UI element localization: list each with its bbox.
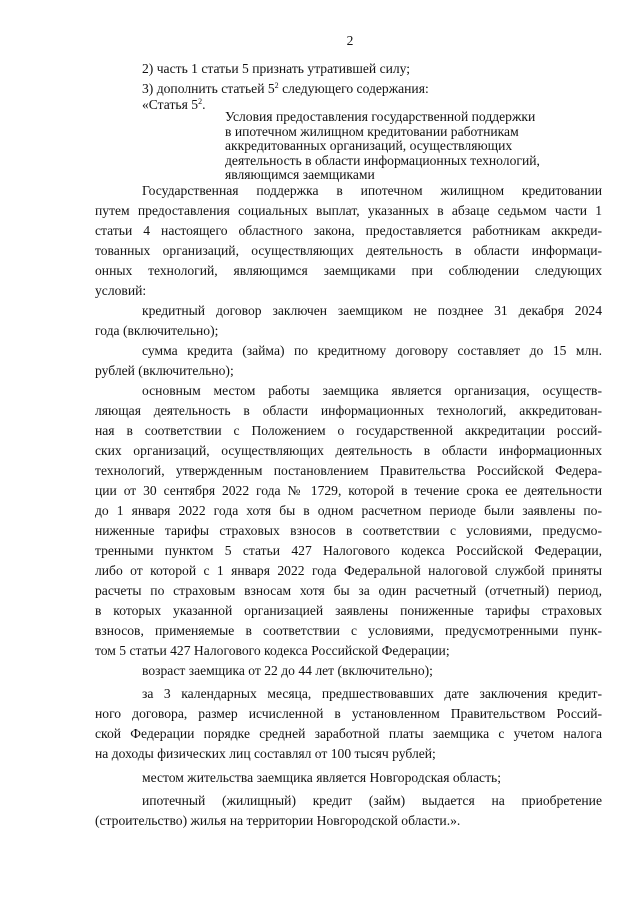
- body-line: условий:: [95, 283, 147, 298]
- body-line: расчеты по страховым взносам хотя бы за один расчетный (отчетный) период,: [95, 583, 602, 598]
- body-line: ской Федерации порядке средней заработной платы заемщика с учетом налога: [95, 726, 602, 741]
- body-line: до 1 января 2022 года хотя бы в одном расчетном периоде были заявлены по-: [95, 503, 602, 518]
- body-line: рублей (включительно);: [95, 363, 234, 378]
- body-line: (строительство) жилья на территории Новгородской области.».: [95, 813, 461, 828]
- body-line: взносов, применяемые в соответствии с условиями, предусмотренными пунк-: [95, 623, 602, 638]
- body-line: местом жительства заемщика является Новгородская область;: [142, 770, 501, 785]
- body-line: возраст заемщика от 22 до 44 лет (включительно);: [142, 663, 433, 678]
- body-line: тренными пунктом 5 статьи 427 Налогового кодекса Российской Федерации,: [95, 543, 602, 558]
- body-line: года (включительно);: [95, 323, 219, 338]
- page-number: 2: [346, 33, 354, 48]
- body-line: путем предоставления социальных выплат, указанных в абзаце седьмом части 1: [95, 203, 602, 218]
- body-line: технологий, утвержденным постановлением Правительства Российской Федера-: [95, 463, 602, 478]
- body-line: ниженные тарифы страховых взносов в соответствии с условиями, предусмо-: [95, 523, 602, 538]
- article-title-line: являющимся заемщиками: [225, 167, 375, 182]
- article-heading-prefix: «Статья $5^2$.: [142, 97, 206, 112]
- item-3: 3) дополнить статьей $5^2$ следующего содержания:: [142, 81, 429, 96]
- body-line: на доходы физических лиц составлял от 100 тысяч рублей;: [95, 746, 436, 761]
- article-title-line: деятельность в области информационных технологий,: [225, 152, 540, 168]
- body-line: либо от которой с 1 января 2022 года Федеральной налоговой службой приняты: [95, 563, 602, 578]
- body-line: ции от 30 сентября 2022 года № 1729, которой в течение срока ее деятельности: [95, 483, 602, 498]
- body-line: сумма кредита (займа) по кредитному договору составляет до 15 млн.: [142, 343, 602, 358]
- body-line: статьи 4 настоящего областного закона, предоставляется работникам аккреди-: [95, 223, 602, 238]
- body-line: кредитный договор заключен заемщиком не позднее 31 декабря 2024: [142, 303, 602, 318]
- item-2: 2) часть 1 статьи 5 признать утратившей силу;: [142, 61, 411, 76]
- body-line: основным местом работы заемщика является организация, осуществ-: [142, 383, 602, 398]
- body-line: ских организаций, осуществляющих деятельность в области информационных: [95, 443, 602, 458]
- article-title-line: аккредитованных организаций, осуществляющих: [225, 138, 513, 153]
- body-line: ного договора, размер исчисленной в установленном Правительством Россий-: [95, 706, 602, 721]
- body-line: ляющая деятельность в области информационных технологий, аккредитован-: [95, 403, 602, 418]
- body-line: за 3 календарных месяца, предшествовавших дате заключения кредит-: [142, 686, 602, 701]
- article-title-line: в ипотечном жилищном кредитовании работникам: [225, 123, 519, 139]
- body-line: том 5 статьи 427 Налогового кодекса Российской Федерации;: [95, 643, 450, 658]
- body-line: тованных организаций, осуществляющих деятельность в области информаци-: [95, 243, 602, 258]
- body-line: Государственная поддержка в ипотечном жилищном кредитовании: [142, 183, 602, 198]
- body-line: онных технологий, являющимся заемщиками при соблюдении следующих: [95, 263, 602, 278]
- article-title: [225, 110, 605, 183]
- body-line: в которых указанной организацией заявлены пониженные тарифы страховых: [95, 603, 602, 618]
- body-line: ипотечный (жилищный) кредит (займ) выдается на приобретение: [142, 793, 602, 808]
- article-title-line: Условия предоставления государственной поддержки: [225, 109, 536, 124]
- body-line: ная в соответствии с Положением о государственной аккредитации россий-: [95, 423, 602, 438]
